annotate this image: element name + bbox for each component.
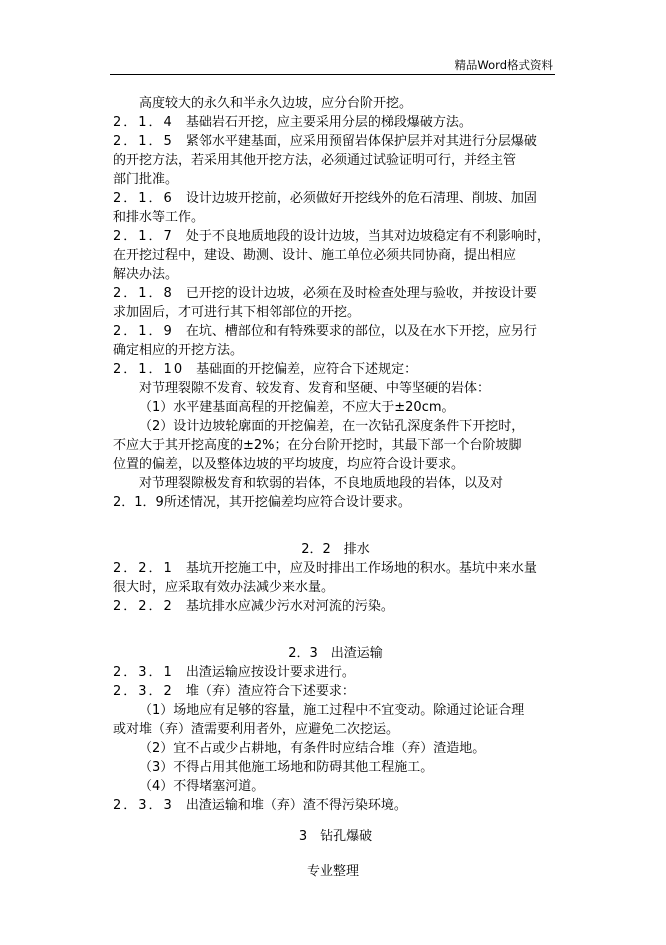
line-text: 不应大于其开挖高度的±2%；在分台阶开挖时，其最下部一个台阶坡脚 [113, 438, 522, 453]
text-line [139, 702, 524, 720]
clause-number: 2．1．4 [113, 115, 174, 130]
clause-number: 2．2．1 [113, 561, 174, 576]
clause-number: 2．1．8 [113, 286, 174, 301]
clause-number: 2．1．6 [113, 191, 174, 206]
line-text: （3）不得占用其他施工场地和防碍其他工程施工。 [139, 760, 434, 775]
line-text: （2）宜不占或少占耕地，有条件时应结合堆（弃）渣造地。 [139, 741, 486, 756]
text-line [113, 266, 178, 284]
clause-number: 2．1．5 [113, 134, 174, 149]
clause-line [113, 683, 355, 701]
text-line [139, 759, 433, 777]
clause-number: 2．1．9 [113, 324, 174, 339]
text-line [113, 579, 334, 597]
line-text: 或对堆（弃）渣需要利用者外，应避免二次挖运。 [113, 722, 400, 737]
text-line [113, 342, 243, 360]
text-line [113, 247, 516, 265]
line-text: 出渣运输应按设计要求进行。 [185, 665, 355, 680]
line-text: 已开挖的设计边坡，必须在及时检查处理与验收，并按设计要 [185, 286, 537, 301]
text-line [139, 418, 524, 436]
clause-number: 2．3．3 [113, 798, 174, 813]
line-text: 和排水等工作。 [113, 210, 205, 225]
line-text: （2）设计边坡轮廓面的开挖偏差，在一次钻孔深度条件下开挖时， [139, 419, 525, 434]
clause-line [113, 598, 394, 616]
line-text: 处于不良地质地段的设计边坡，当其对边坡稳定有不利影响时， [185, 229, 550, 244]
page-header [110, 56, 555, 75]
line-text: 位置的偏差，以及整体边坡的平均坡度，均应符合设计要求。 [113, 457, 465, 472]
text-line [113, 304, 360, 322]
section-heading: 2．2 排水 [301, 542, 370, 557]
section-heading: 3 钻孔爆破 [298, 829, 373, 844]
text-line [139, 740, 485, 758]
line-text: 的开挖方法，若采用其他开挖方法，必须通过试验证明可行，并经主管 [113, 153, 517, 168]
line-text: （1）场地应有足够的容量，施工过程中不宜变动。除通过论证合理 [139, 703, 525, 718]
clause-line [113, 361, 417, 379]
text-line [113, 209, 204, 227]
clause-line [113, 285, 537, 303]
line-text: 出渣运输和堆（弃）渣不得污染环境。 [185, 798, 407, 813]
text-line [113, 152, 516, 170]
text-line [113, 494, 411, 512]
line-text: 对节理裂隙极发育和软弱的岩体，不良地质地段的岩体，以及对 [139, 476, 504, 491]
line-text: 2．1．9所述情况，其开挖偏差均应符合设计要求。 [113, 495, 411, 510]
clause-line [113, 797, 407, 815]
line-text: 堆（弃）渣应符合下述要求： [185, 684, 355, 699]
text-line [139, 778, 264, 796]
line-text: 基础岩石开挖，应主要采用分层的梯段爆破方法。 [185, 115, 472, 130]
clause-line [113, 323, 537, 341]
line-text: （4）不得堵塞河道。 [139, 779, 265, 794]
clause-number: 2．1．10 [113, 362, 185, 377]
text-line [113, 456, 464, 474]
clause-line [113, 114, 472, 132]
clause-number: 2．3．2 [113, 684, 174, 699]
page-footer: 专业整理 [306, 864, 359, 879]
line-text: 在坑、槽部位和有特殊要求的部位，以及在水下开挖，应另行 [185, 324, 537, 339]
clause-line [113, 190, 537, 208]
text-line [113, 171, 178, 189]
line-text: 解决办法。 [113, 267, 179, 282]
text-line [113, 437, 522, 455]
line-text: 基坑开挖施工中，应及时排出工作场地的积水。基坑中来水量 [185, 561, 537, 576]
text-line [139, 399, 455, 417]
clause-number: 2．1．7 [113, 229, 174, 244]
clause-number: 2．2．2 [113, 599, 174, 614]
line-text: 设计边坡开挖前，必须做好开挖线外的危石清理、削坡、加固 [185, 191, 537, 206]
clause-line [113, 133, 537, 151]
line-text: 部门批准。 [113, 172, 179, 187]
line-text: 很大时，应采取有效办法减少来水量。 [113, 580, 335, 595]
line-text: 基础面的开挖偏差，应符合下述规定： [196, 362, 418, 377]
line-text: 对节理裂隙不发育、较发育、发育和坚硬、中等坚硬的岩体： [139, 381, 491, 396]
line-text: 确定相应的开挖方法。 [113, 343, 244, 358]
clause-number: 2．3．1 [113, 665, 174, 680]
line-text: 高度较大的永久和半永久边坡，应分台阶开挖。 [139, 96, 413, 111]
line-text: （1）水平建基面高程的开挖偏差，不应大于±20cm。 [139, 400, 455, 415]
line-text: 紧邻水平建基面，应采用预留岩体保护层并对其进行分层爆破 [185, 134, 537, 149]
clause-line [113, 664, 355, 682]
text-line [139, 380, 490, 398]
line-text: 求加固后，才可进行其下相邻部位的开挖。 [113, 305, 361, 320]
line-text: 在开挖过程中，建设、勘测、设计、施工单位必须共同协商，提出相应 [113, 248, 517, 263]
text-line [139, 95, 412, 113]
section-heading: 2．3 出渣运输 [288, 646, 383, 661]
header-text: 精品Word格式资料 [454, 58, 553, 72]
text-line [139, 475, 503, 493]
text-line [113, 721, 399, 739]
clause-line [113, 560, 537, 578]
clause-line [113, 228, 550, 246]
line-text: 基坑排水应减少污水对河流的污染。 [185, 599, 394, 614]
